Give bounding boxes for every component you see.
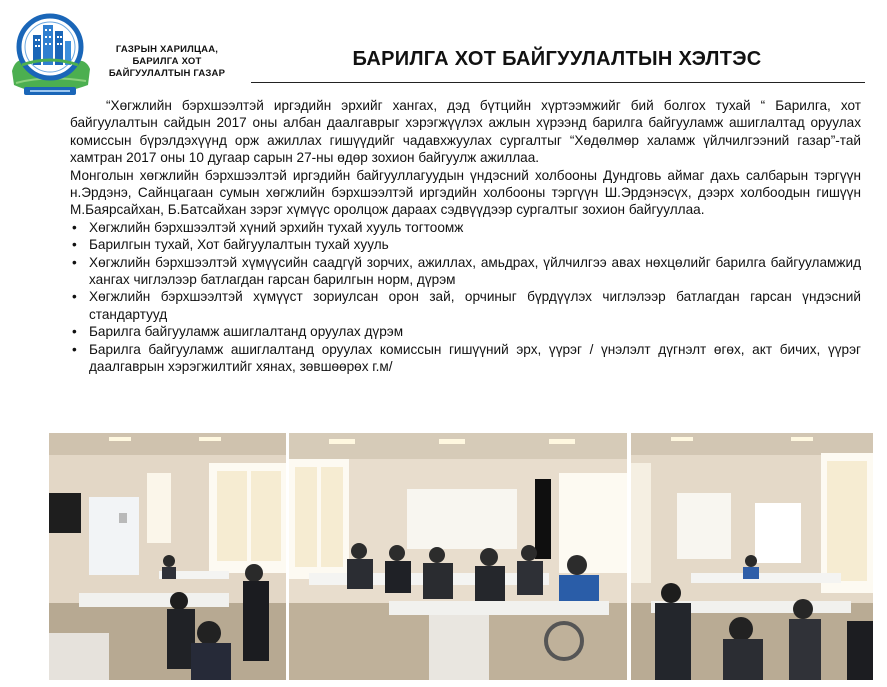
page-title: БАРИЛГА ХОТ БАЙГУУЛАЛТЫН ХЭЛТЭС <box>352 48 762 70</box>
list-item: • Барилгын тухай, Хот байгуулалтын тухай хууль <box>70 236 861 253</box>
list-item: • Хөгжлийн бэрхшээлтэй хүмүүст зориулсан орон зай, орчиныг бүрдүүлэх чиглэлээр батлагдан гарсан үндэсний стандартууд <box>70 288 861 323</box>
organization-name <box>98 44 236 80</box>
org-line: ГАЗРЫН ХАРИЛЦАА, <box>115 44 219 55</box>
org-line: БАЙГУУЛАЛТЫН ГАЗАР <box>108 68 226 79</box>
list-item: • Барилга байгууламж ашиглалтанд оруулах комиссын гишүүний эрх, үүрэг / үнэлэлт дүгнэлт өгөх, акт бичих, үүрэг даалгаврын хэрэгжилтийг хянах, зөвшөөрөх г.м/ <box>70 341 861 376</box>
list-item: • Хөгжлийн бэрхшээлтэй хүмүүсийн саадгүй зорчих, ажиллах, амьдрах, үйлчилгээ авах нөхцөлийг барилга байгууламжид хангах чиглэлээр батлагдан гарсан барилгын норм, дүрэм <box>70 254 861 289</box>
training-photo-2 <box>289 433 627 680</box>
intro-paragraph: “Хөгжлийн бэрхшээлтэй иргэдийн эрхийг хангах, дэд бүтцийн хүртээмжийг бий болгох тухай “ Барилга, хот байгуулалтын сайдын 2017 оны албан даалгаврыг хэрэгжүүлэх ажлын хүрээнд барилга байгууламж ашиглалтад оруулах комиссын бүрэлдэхүүнд орж ажиллах гишүүдийг чадавхжуулах сургалтыг “Хөдөлмөр халамж үйлчилгээний газар”-тай хамтран 2017 оны 10 дугаар сарын 27-ны өдөр зохион байгуулж ажиллаа. <box>70 98 861 166</box>
header-divider <box>251 82 865 83</box>
topic-list <box>70 219 861 376</box>
training-photo-1 <box>49 433 286 680</box>
training-photo-3 <box>631 433 873 680</box>
article-body <box>70 97 861 376</box>
participants-paragraph: Монголын хөгжлийн бэрхшээлтэй иргэдийн байгууллагуудын үндэсний холбооны Дундговь аймаг дахь салбарын тэргүүн н.Эрдэнэ, Сайнцагаан сумын хөгжлийн бэрхшээлтэй иргэдийн холбооны тэргүүн Ш.Эрдэнэсүх, дээрх холбоодын гишүүн М.Баярсайхан, Б.Батсайхан зэрэг хүмүүс оролцож дараах сэдвүүдээр сургалтыг зохион байгууллаа. <box>70 167 861 218</box>
building-city-logo <box>6 9 94 101</box>
list-item: • Барилга байгууламж ашиглалтанд оруулах дүрэм <box>70 323 861 340</box>
list-item: • Хөгжлийн бэрхшээлтэй хүний эрхийн тухай хууль тогтоомж <box>70 219 861 236</box>
org-line: БАРИЛГА ХОТ <box>132 56 202 67</box>
